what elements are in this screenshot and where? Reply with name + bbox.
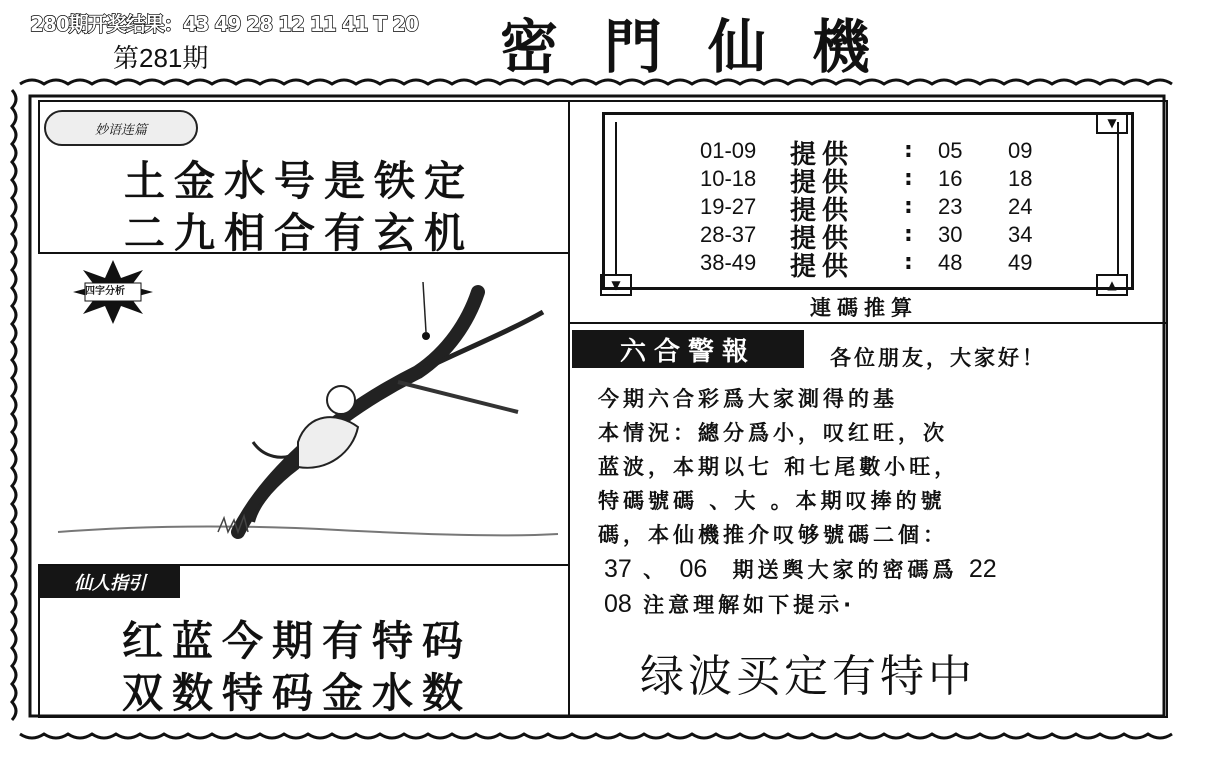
grid-number: 34 (1008, 222, 1033, 247)
grid-number: 30 (938, 222, 963, 247)
alert-separator: 、 (643, 558, 669, 582)
down-arrow-icon: ▼ (1096, 112, 1128, 134)
grid-row (0, 222, 1208, 254)
grid-colon: : (904, 250, 913, 275)
up-arrow-icon: ▲ (1096, 274, 1128, 296)
illustration-badge-text: 四字分析 (85, 286, 125, 297)
grid-range: 10-18 (700, 166, 757, 191)
guide-header: 仙人指引 (40, 566, 180, 598)
grid-range: 38-49 (700, 250, 757, 275)
poem-badge: 妙语连篇 (44, 110, 198, 146)
alert-hint: 绿波买定有特中 (640, 651, 976, 702)
down-arrow-icon: ▼ (600, 274, 632, 296)
grid-row (0, 166, 1208, 198)
grid-number: 18 (1008, 166, 1033, 191)
guide-line-1: 红蓝今期有特码 (122, 617, 472, 665)
alert-header: 六合警報 (572, 330, 804, 368)
illustration-panel (38, 252, 566, 562)
alert-number: 06 (679, 555, 708, 583)
grid-range: 01-09 (700, 138, 757, 163)
number-grid (0, 138, 1208, 288)
grid-number: 48 (938, 250, 963, 275)
grid-colon: : (904, 166, 913, 191)
alert-line: 碼，本仙機推介叹够號碼二個： (598, 523, 948, 547)
guide-line-2: 双数特码金水数 (122, 669, 472, 717)
alert-text: 注意理解如下提示· (643, 593, 856, 617)
grid-row (0, 138, 1208, 170)
grid-number: 16 (938, 166, 963, 191)
alert-text: 期送舆大家的密碼爲 (732, 558, 958, 582)
grid-number: 05 (938, 138, 963, 163)
grid-word: 提供 (790, 168, 855, 198)
grid-word: 提供 (790, 252, 855, 282)
child-on-tree-illustration (38, 252, 566, 562)
grid-range: 28-37 (700, 222, 757, 247)
alert-line: 今期六合彩爲大家測得的基 (598, 387, 898, 411)
alert-number: 08 (604, 590, 632, 618)
issue-number: 第281期 (113, 43, 209, 73)
alert-line (604, 552, 1158, 587)
poem-line-1: 土金水号是铁定 (124, 157, 474, 205)
alert-line: 特碼號碼 、大 。本期叹捧的號 (598, 489, 946, 513)
alert-line: 本情況：總分爲小，叹红旺，次 (598, 421, 948, 445)
grid-number: 24 (1008, 194, 1033, 219)
grid-number: 49 (1008, 250, 1033, 275)
grid-range: 19-27 (700, 194, 757, 219)
grid-row (0, 194, 1208, 226)
page-title: 密門仙機 (500, 13, 917, 81)
alert-number: 37 (604, 555, 632, 583)
grid-colon: : (904, 222, 913, 247)
previous-result: 280期开奖结果：43 49 28 12 11 41 T 20 (30, 12, 418, 36)
grid-word: 提供 (790, 224, 855, 254)
grid-colon: : (904, 138, 913, 163)
grid-colon: : (904, 194, 913, 219)
grid-number: 23 (938, 194, 963, 219)
alert-line: 蓝波，本期以七 和七尾數小旺， (598, 455, 960, 479)
alert-line (604, 587, 1158, 622)
grid-number: 09 (1008, 138, 1033, 163)
alert-greeting: 各位朋友，大家好！ (830, 346, 1046, 370)
alert-number: 22 (968, 555, 997, 583)
poem-line-2: 二九相合有玄机 (124, 209, 474, 257)
grid-caption: 連碼推算 (810, 296, 918, 320)
alert-body (598, 382, 1158, 622)
grid-word: 提供 (790, 140, 855, 170)
grid-word: 提供 (790, 196, 855, 226)
